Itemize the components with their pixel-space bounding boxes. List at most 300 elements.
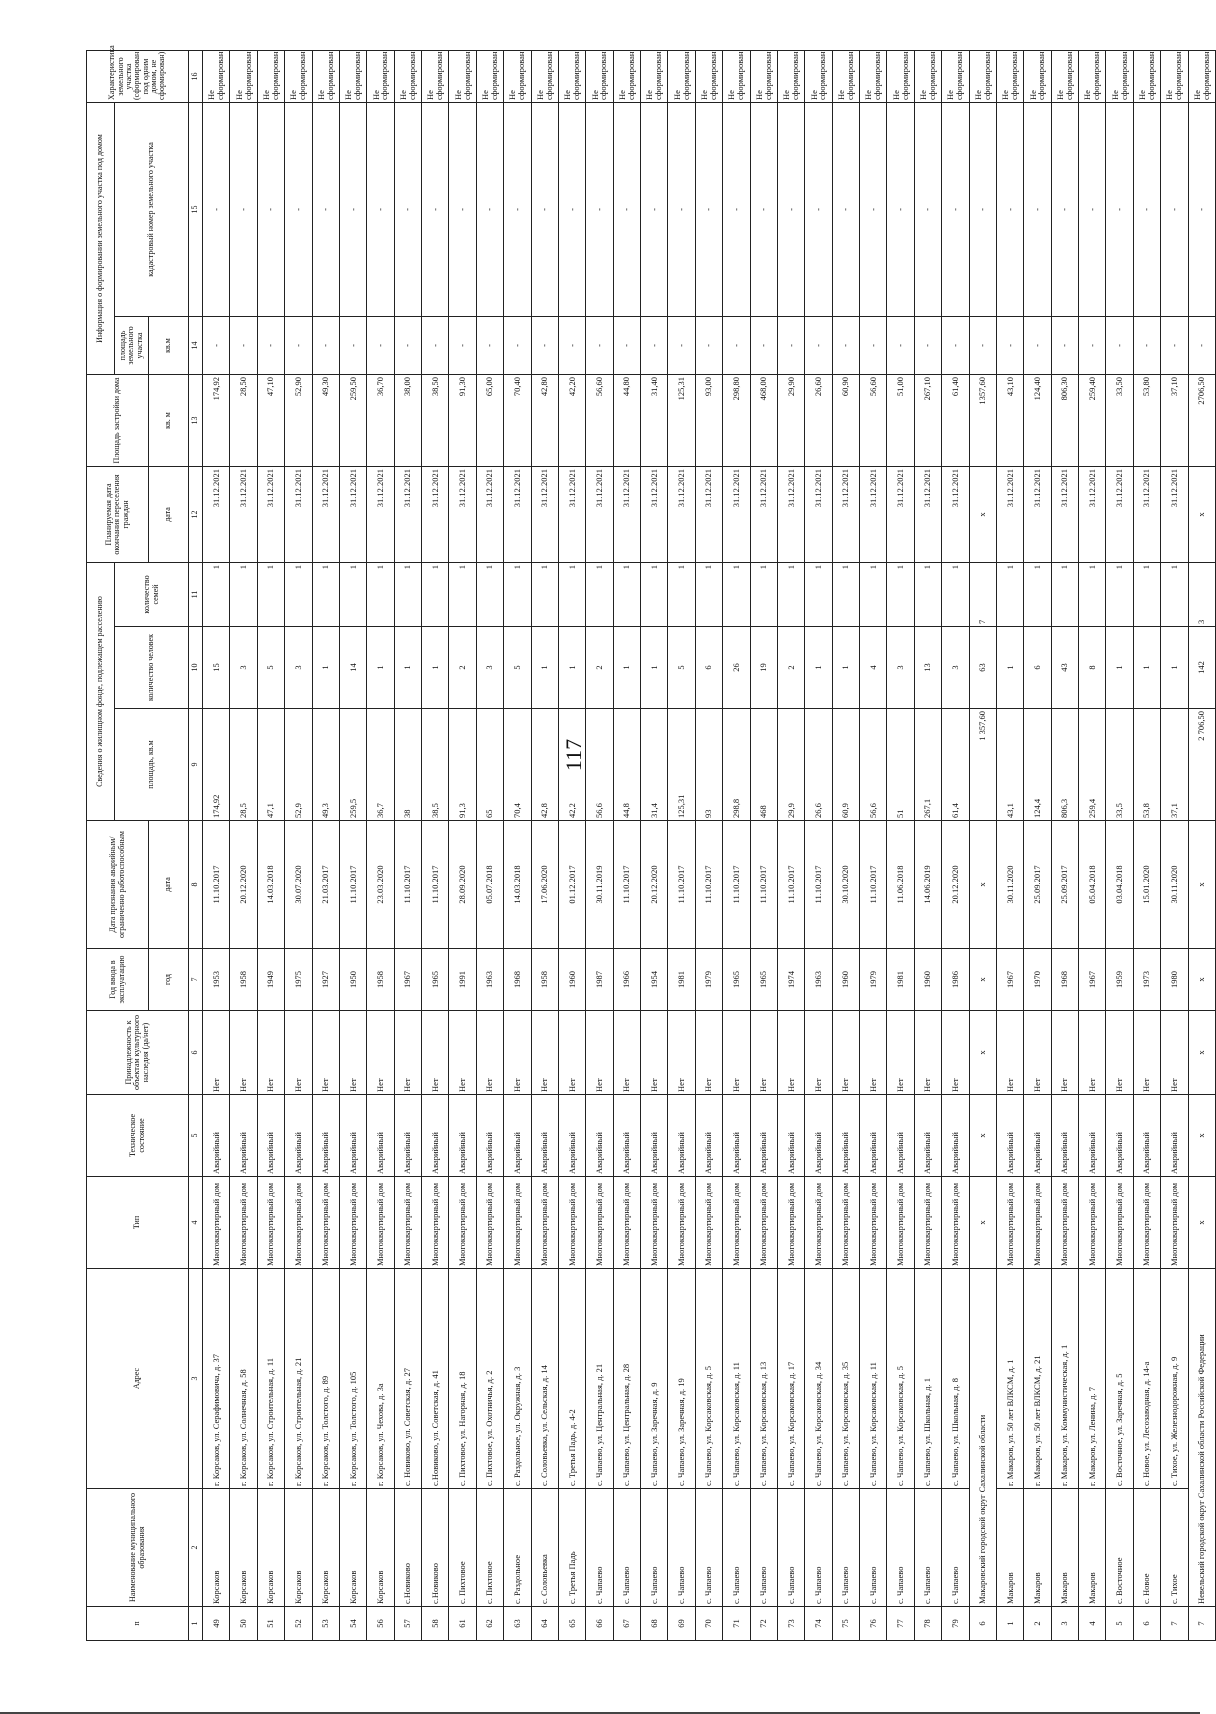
cell-date: 30.11.2019 [586,821,613,949]
cell-build: 37,10 [1161,375,1188,467]
cell-area: 29,9 [777,709,804,821]
cell-families: 1 [422,563,449,627]
cell-heritage: Нет [613,1011,640,1095]
table-row [1079,50,1106,1640]
cell-addr: с. Чапаево, ул. Корсаковская, д. 13 [750,1269,777,1489]
cell-plan: 31.12.2021 [203,467,230,563]
column-number-7: 7 [189,949,203,1011]
cell-year: 1954 [641,949,668,1011]
cell-type: Многоквартирный дом [476,1177,503,1269]
cell-cad: - [1051,102,1078,316]
cell-mo: Корсаков [230,1489,257,1607]
table-row [312,50,339,1640]
column-number-5: 5 [189,1095,203,1177]
cell-date: 11.10.2017 [339,821,366,949]
cell-people: 1 [531,627,558,709]
cell-area: 53,8 [1133,709,1160,821]
cell-addr: с. Пихтовое, ул. Нагорная, д. 18 [449,1269,476,1489]
cell-land: - [1161,317,1188,375]
subtotal-n: 7 [1188,1607,1216,1641]
cell-year: 1979 [695,949,722,1011]
cell-heritage: Нет [860,1011,887,1095]
cell-land: - [613,317,640,375]
cell-date: 03.04.2018 [1106,821,1133,949]
cell-heritage: Нет [1051,1011,1078,1095]
cell-year: 1979 [860,949,887,1011]
cell-mo: Корсаков [203,1489,230,1607]
cell-plan: 31.12.2021 [1133,467,1160,563]
cell-state: Аварийный [230,1095,257,1177]
cell-people: 3 [887,627,914,709]
cell-build: 33,50 [1106,375,1133,467]
cell-n: 6 [1133,1607,1160,1641]
cell-plan: 31.12.2021 [449,467,476,563]
cell-plan: 31.12.2021 [394,467,421,563]
cell-n: 76 [860,1607,887,1641]
cell-date: 11.10.2017 [668,821,695,949]
cell-area: 51 [887,709,914,821]
cell-date: 15.01.2020 [1133,821,1160,949]
cell-build: 53,80 [1133,375,1160,467]
cell-area: 125,31 [668,709,695,821]
cell-date: 14.03.2018 [504,821,531,949]
cell-n: 53 [312,1607,339,1641]
cell-mo: Макаров [996,1489,1023,1607]
cell-people: 19 [750,627,777,709]
cell-build: 174,92 [203,375,230,467]
cell-cad: - [777,102,804,316]
cell-mo: с. Чапаево [695,1489,722,1607]
cell-build: 26,60 [805,375,832,467]
cell-build: 806,30 [1051,375,1078,467]
table-row [750,50,777,1640]
cell-area: 52,9 [285,709,312,821]
subtotal-cad: - [1188,102,1216,316]
cell-people: 4 [860,627,887,709]
cell-families: 1 [558,563,585,627]
cell-addr: г. Корсаков, ул. Строительная, д. 11 [257,1269,284,1489]
cell-land: - [1133,317,1160,375]
cell-year: 1980 [1161,949,1188,1011]
cell-people: 1 [1106,627,1133,709]
cell-build: 52,90 [285,375,312,467]
cell-n: 56 [367,1607,394,1641]
cell-heritage: Нет [914,1011,941,1095]
cell-build: 259,40 [1079,375,1106,467]
column-number-9: 9 [189,709,203,821]
cell-addr: г. Макаров, ул. 50 лет ВЛКСМ, д. 21 [1024,1269,1051,1489]
cell-type: Многоквартирный дом [777,1177,804,1269]
cell-addr: с. Чапаево, ул. Корсаковская, д. 5 [695,1269,722,1489]
cell-cad: - [1024,102,1051,316]
cell-year: 1981 [887,949,914,1011]
cell-type: Многоквартирный дом [996,1177,1023,1269]
subtotal-name: Невельский городской округ Сахалинской области Российской Федерации [1188,1269,1216,1607]
cell-mo: с. Соловьевка [531,1489,558,1607]
cell-build: 47,10 [257,375,284,467]
cell-heritage: Нет [996,1011,1023,1095]
cell-state: Аварийный [914,1095,941,1177]
cell-char: Не сформирован [613,50,640,102]
cell-plan: 31.12.2021 [1106,467,1133,563]
cell-build: 31,40 [641,375,668,467]
cell-heritage: Нет [723,1011,750,1095]
cell-n: 51 [257,1607,284,1641]
cell-families: 1 [805,563,832,627]
rotated-document-sheet [86,45,1216,1641]
cell-area: 44,8 [613,709,640,821]
cell-state: Аварийный [558,1095,585,1177]
column-number-11: 11 [189,563,203,627]
cell-families: 1 [449,563,476,627]
cell-land: - [695,317,722,375]
cell-families: 1 [887,563,914,627]
cell-plan: 31.12.2021 [860,467,887,563]
cell-people: 5 [504,627,531,709]
cell-n: 71 [723,1607,750,1641]
cell-people: 2 [449,627,476,709]
column-number-4: 4 [189,1177,203,1269]
cell-state: Аварийный [312,1095,339,1177]
cell-heritage: Нет [449,1011,476,1095]
cell-families: 1 [860,563,887,627]
cell-date: 30.10.2020 [832,821,859,949]
cell-date: 11.10.2017 [860,821,887,949]
cell-build: 70,40 [504,375,531,467]
cell-addr: г. Корсаков, ул. Толстого, д. 89 [312,1269,339,1489]
header-group-9-11: Сведения о жилищном фонде, подлежащем расселению [87,563,115,821]
column-number-1: 1 [189,1607,203,1641]
cell-type: Многоквартирный дом [339,1177,366,1269]
subtotal-heritage: х [969,1011,996,1095]
cell-families: 1 [1051,563,1078,627]
cell-build: 60,90 [832,375,859,467]
cell-build: 93,00 [695,375,722,467]
cell-char: Не сформирован [394,50,421,102]
cell-n: 73 [777,1607,804,1641]
cell-plan: 31.12.2021 [1161,467,1188,563]
cell-families: 1 [504,563,531,627]
cell-n: 65 [558,1607,585,1641]
cell-cad: - [394,102,421,316]
cell-date: 20.12.2020 [230,821,257,949]
cell-cad: - [641,102,668,316]
cell-people: 1 [367,627,394,709]
cell-state: Аварийный [257,1095,284,1177]
cell-char: Не сформирован [1133,50,1160,102]
cell-families: 1 [1161,563,1188,627]
cell-type: Многоквартирный дом [1051,1177,1078,1269]
cell-n: 50 [230,1607,257,1641]
cell-n: 52 [285,1607,312,1641]
cell-char: Не сформирован [1024,50,1051,102]
cell-char: Не сформирован [777,50,804,102]
cell-char: Не сформирован [230,50,257,102]
cell-families: 1 [476,563,503,627]
cell-plan: 31.12.2021 [832,467,859,563]
cell-addr: с. Чапаево, ул. Заречная, д. 19 [668,1269,695,1489]
cell-heritage: Нет [422,1011,449,1095]
cell-date: 05.07.2018 [476,821,503,949]
cell-land: - [805,317,832,375]
cell-type: Многоквартирный дом [367,1177,394,1269]
cell-n: 79 [942,1607,969,1641]
cell-land: - [641,317,668,375]
cell-n: 54 [339,1607,366,1641]
cell-plan: 31.12.2021 [695,467,722,563]
cell-heritage: Нет [777,1011,804,1095]
cell-families: 1 [695,563,722,627]
cell-plan: 31.12.2021 [230,467,257,563]
cell-type: Многоквартирный дом [558,1177,585,1269]
cell-char: Не сформирован [339,50,366,102]
column-number-10: 10 [189,627,203,709]
cell-families: 1 [832,563,859,627]
subtotal-type: х [969,1177,996,1269]
subtotal-date: х [969,821,996,949]
cell-state: Аварийный [1079,1095,1106,1177]
cell-plan: 31.12.2021 [422,467,449,563]
header-col-13: Площадь застройки дома [87,375,149,467]
cell-build: 298,80 [723,375,750,467]
cell-date: 20.12.2020 [942,821,969,949]
cell-type: Многоквартирный дом [1079,1177,1106,1269]
column-number-2: 2 [189,1489,203,1607]
cell-state: Аварийный [641,1095,668,1177]
header-col-1: п [87,1607,189,1641]
cell-build: 38,00 [394,375,421,467]
cell-area: 36,7 [367,709,394,821]
subtotal-char: Не сформирован [969,50,996,102]
cell-cad: - [367,102,394,316]
subtotal-plan: х [1188,467,1216,563]
cell-families: 1 [312,563,339,627]
cell-cad: - [285,102,312,316]
cell-area: 65 [476,709,503,821]
cell-area: 42,8 [531,709,558,821]
cell-mo: Корсаков [339,1489,366,1607]
cell-n: 58 [422,1607,449,1641]
cell-people: 43 [1051,627,1078,709]
cell-char: Не сформирован [1161,50,1188,102]
cell-char: Не сформирован [312,50,339,102]
cell-area: 38 [394,709,421,821]
header-col-6: Принадлежность к объектам культурного наследия (да/нет) [87,1011,189,1095]
cell-date: 20.12.2020 [641,821,668,949]
cell-plan: 31.12.2021 [1051,467,1078,563]
cell-addr: с. Чапаево, ул. Корсаковская, д. 11 [860,1269,887,1489]
cell-families: 1 [641,563,668,627]
cell-land: - [1079,317,1106,375]
cell-addr: с. Чапаево, ул. Центральная, д. 28 [613,1269,640,1489]
table-row [695,50,722,1640]
cell-people: 26 [723,627,750,709]
cell-addr: с. Чапаево, ул. Корсаковская, д. 11 [723,1269,750,1489]
cell-year: 1966 [613,949,640,1011]
cell-build: 36,70 [367,375,394,467]
cell-char: Не сформирован [476,50,503,102]
cell-land: - [750,317,777,375]
cell-year: 1974 [777,949,804,1011]
cell-n: 74 [805,1607,832,1641]
cell-type: Многоквартирный дом [805,1177,832,1269]
cell-cad: - [1161,102,1188,316]
cell-heritage: Нет [312,1011,339,1095]
cell-n: 72 [750,1607,777,1641]
cell-build: 65,00 [476,375,503,467]
cell-char: Не сформирован [805,50,832,102]
cell-year: 1986 [942,949,969,1011]
cell-year: 1975 [285,949,312,1011]
header-col-7-sub: год [149,949,189,1011]
cell-area: 37,1 [1161,709,1188,821]
cell-land: - [668,317,695,375]
cell-cad: - [668,102,695,316]
cell-year: 1959 [1106,949,1133,1011]
cell-type: Многоквартирный дом [257,1177,284,1269]
cell-char: Не сформирован [449,50,476,102]
cell-land: - [203,317,230,375]
cell-date: 11.10.2017 [203,821,230,949]
column-number-12: 12 [189,467,203,563]
table-row [613,50,640,1640]
cell-people: 1 [805,627,832,709]
cell-n: 68 [641,1607,668,1641]
cell-char: Не сформирован [504,50,531,102]
cell-cad: - [476,102,503,316]
cell-type: Многоквартирный дом [312,1177,339,1269]
cell-year: 1965 [422,949,449,1011]
cell-state: Аварийный [504,1095,531,1177]
cell-state: Аварийный [942,1095,969,1177]
cell-plan: 31.12.2021 [285,467,312,563]
subtotal-date: х [1188,821,1216,949]
cell-date: 14.03.2018 [257,821,284,949]
cell-build: 42,20 [558,375,585,467]
table-row [914,50,941,1640]
cell-land: - [230,317,257,375]
subtotal-build: 1357,60 [969,375,996,467]
cell-land: - [914,317,941,375]
cell-state: Аварийный [723,1095,750,1177]
cell-cad: - [339,102,366,316]
cell-heritage: Нет [586,1011,613,1095]
cell-date: 25.09.2017 [1024,821,1051,949]
cell-state: Аварийный [339,1095,366,1177]
subtotal-land: - [969,317,996,375]
cell-people: 3 [285,627,312,709]
header-col-12: Планируемая дата окончания переселения граждан [87,467,149,563]
table-row [394,50,421,1640]
table-row [449,50,476,1640]
cell-land: - [887,317,914,375]
cell-n: 67 [613,1607,640,1641]
cell-people: 1 [394,627,421,709]
header-col-13-sub: кв. м [149,375,189,467]
table-row [257,50,284,1640]
cell-type: Многоквартирный дом [1133,1177,1160,1269]
cell-mo: с. Чапаево [777,1489,804,1607]
cell-cad: - [887,102,914,316]
header-group-14-15: Информация о формировании земельного участка под домом [87,102,115,374]
cell-cad: - [832,102,859,316]
cell-land: - [339,317,366,375]
subtotal-land: - [1188,317,1216,375]
cell-n: 77 [887,1607,914,1641]
cell-type: Многоквартирный дом [860,1177,887,1269]
cell-date: 11.10.2017 [422,821,449,949]
cell-state: Аварийный [668,1095,695,1177]
cell-build: 91,30 [449,375,476,467]
cell-families: 1 [914,563,941,627]
header-col-14-sub: кв.м [149,317,189,375]
cell-cad: - [914,102,941,316]
cell-people: 3 [476,627,503,709]
cell-addr: с. Третья Падь, д. 4-2 [558,1269,585,1489]
cell-heritage: Нет [285,1011,312,1095]
cell-mo: с.Новиково [422,1489,449,1607]
cell-people: 2 [777,627,804,709]
table-row [723,50,750,1640]
cell-build: 42,80 [531,375,558,467]
cell-build: 38,50 [422,375,449,467]
cell-people: 1 [558,627,585,709]
cell-people: 3 [230,627,257,709]
cell-state: Аварийный [777,1095,804,1177]
cell-n: 62 [476,1607,503,1641]
cell-year: 1991 [449,949,476,1011]
cell-n: 3 [1051,1607,1078,1641]
cell-char: Не сформирован [531,50,558,102]
cell-addr: с. Новое, ул. Лесозаводная, д. 14-а [1133,1269,1160,1489]
cell-land: - [558,317,585,375]
cell-heritage: Нет [1133,1011,1160,1095]
cell-mo: с. Чапаево [942,1489,969,1607]
cell-area: 61,4 [942,709,969,821]
cell-cad: - [257,102,284,316]
cell-land: - [860,317,887,375]
cell-n: 4 [1079,1607,1106,1641]
cell-families: 1 [750,563,777,627]
cell-area: 49,3 [312,709,339,821]
cell-year: 1958 [230,949,257,1011]
cell-people: 5 [668,627,695,709]
cell-date: 25.09.2017 [1051,821,1078,949]
cell-type: Многоквартирный дом [230,1177,257,1269]
cell-heritage: Нет [887,1011,914,1095]
cell-char: Не сформирован [914,50,941,102]
cell-type: Многоквартирный дом [668,1177,695,1269]
subtotal-row [969,50,996,1640]
cell-plan: 31.12.2021 [641,467,668,563]
cell-date: 11.06.2018 [887,821,914,949]
cell-type: Многоквартирный дом [914,1177,941,1269]
cell-cad: - [531,102,558,316]
cell-addr: г. Корсаков, ул. Солнечная, д. 58 [230,1269,257,1489]
cell-char: Не сформирован [668,50,695,102]
cell-addr: с. Новиково, ул. Советская, д. 27 [394,1269,421,1489]
cell-area: 70,4 [504,709,531,821]
cell-mo: с.Новиково [394,1489,421,1607]
cell-addr: с. Чапаево, ул. Заречная, д. 9 [641,1269,668,1489]
cell-people: 2 [586,627,613,709]
cell-plan: 31.12.2021 [1024,467,1051,563]
cell-area: 56,6 [860,709,887,821]
cell-date: 11.10.2017 [805,821,832,949]
cell-area: 124,4 [1024,709,1051,821]
table-row [832,50,859,1640]
table-row [1024,50,1051,1640]
